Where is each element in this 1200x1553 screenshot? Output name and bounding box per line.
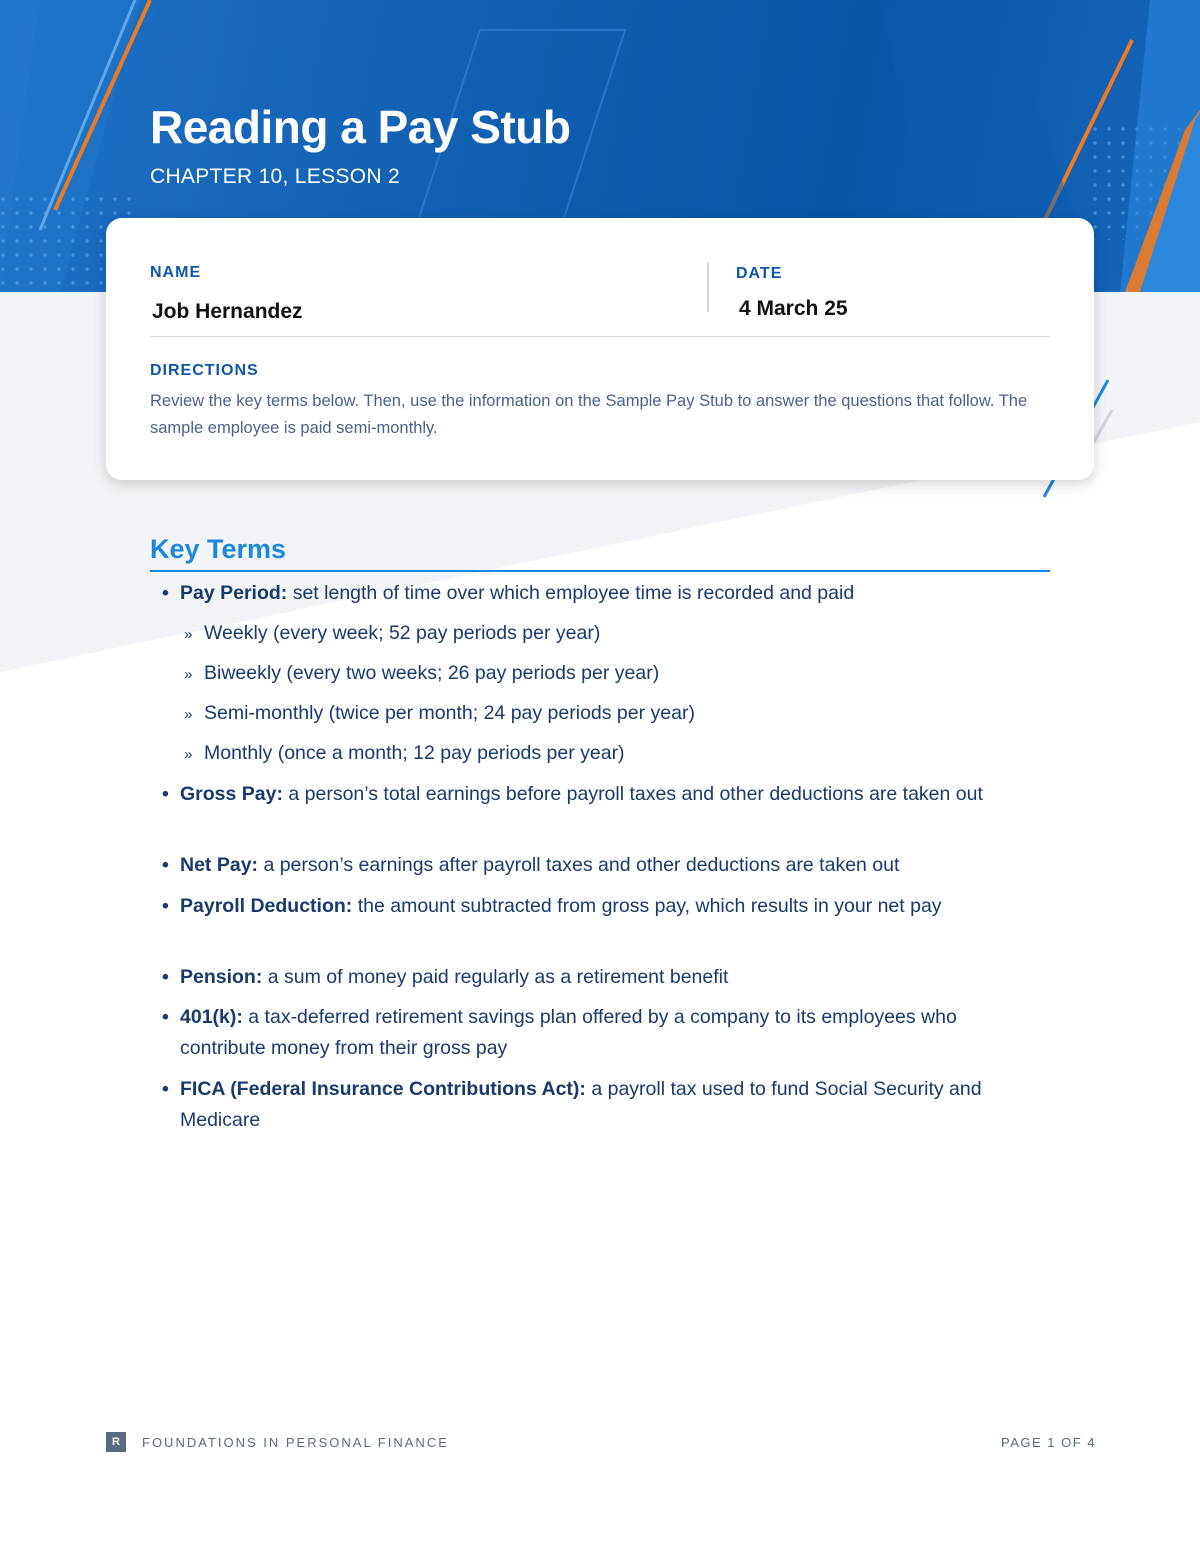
student-info-card [106,218,1094,480]
date-label: DATE [736,265,783,282]
term-definition: the amount subtracted from gross pay, which results in your net pay [352,895,942,917]
term-401k [162,1002,1042,1064]
raquo-icon: » [184,746,193,763]
term-payroll-deduction [162,891,992,922]
term-name: Pay Period: [180,582,288,604]
ramsey-logo-icon: R [106,1432,126,1452]
key-terms-heading: Key Terms [150,534,287,564]
term-net-pay [162,850,1042,881]
term-name: Pension: [180,966,263,988]
field-divider [707,262,709,312]
bullet-icon: • [162,582,169,604]
raquo-icon: » [184,666,193,683]
term-definition: a payroll tax used to fund Social Security and Medicare [180,1078,982,1131]
date-field[interactable]: 4 March 25 [739,297,848,320]
chapter-lesson-subtitle: CHAPTER 10, LESSON 2 [150,165,400,188]
page-footer [106,1432,1096,1452]
term-definition: a sum of money paid regularly as a retirement benefit [262,966,729,988]
term-definition: a tax-deferred retirement savings plan offered by a company to its employees who contribute money from their gross pay [180,1006,957,1059]
term-gross-pay [162,779,1012,810]
raquo-icon: » [184,626,193,643]
pay-period-option: » Monthly (once a month; 12 pay periods per year) [184,738,1044,770]
directions-label: DIRECTIONS [150,362,259,379]
term-definition: set length of time over which employee time is recorded and paid [287,582,855,604]
pay-period-option: » Weekly (every week; 52 pay periods per year) [184,618,1044,650]
page-title: Reading a Pay Stub [150,101,571,153]
term-definition: a person’s earnings after payroll taxes and other deductions are taken out [258,854,900,876]
page-number: PAGE 1 OF 4 [1000,1435,1096,1450]
name-label: NAME [150,264,202,281]
bullet-icon: • [162,895,169,917]
course-name: FOUNDATIONS IN PERSONAL FINANCE [142,1435,449,1450]
term-name: Net Pay: [180,854,259,876]
bullet-icon: • [162,1078,169,1100]
term-definition: a person’s total earnings before payroll taxes and other deductions are taken out [282,783,983,805]
pay-period-option: » Semi-monthly (twice per month; 24 pay periods per year) [184,698,1044,730]
bullet-icon: • [162,783,169,805]
term-name: Payroll Deduction: [180,895,353,917]
key-terms-rule [150,570,1050,572]
bullet-icon: • [162,1006,169,1028]
name-field[interactable]: Job Hernandez [152,300,303,323]
term-name: FICA (Federal Insurance Contributions Act): [180,1078,586,1100]
directions-text: Review the key terms below. Then, use the information on the Sample Pay Stub to answer the questions that follow. The sample employee is paid semi-monthly. [150,392,1028,437]
term-name: 401(k): [180,1006,243,1028]
term-fica [162,1074,1042,1136]
bullet-icon: • [162,966,169,988]
term-pension [162,962,1042,993]
raquo-icon: » [184,706,193,723]
section-divider [150,336,1050,337]
bullet-icon: • [162,854,169,876]
pay-period-option: » Biweekly (every two weeks; 26 pay periods per year) [184,658,1044,690]
term-pay-period [162,578,1042,609]
term-name: Gross Pay: [180,783,283,805]
